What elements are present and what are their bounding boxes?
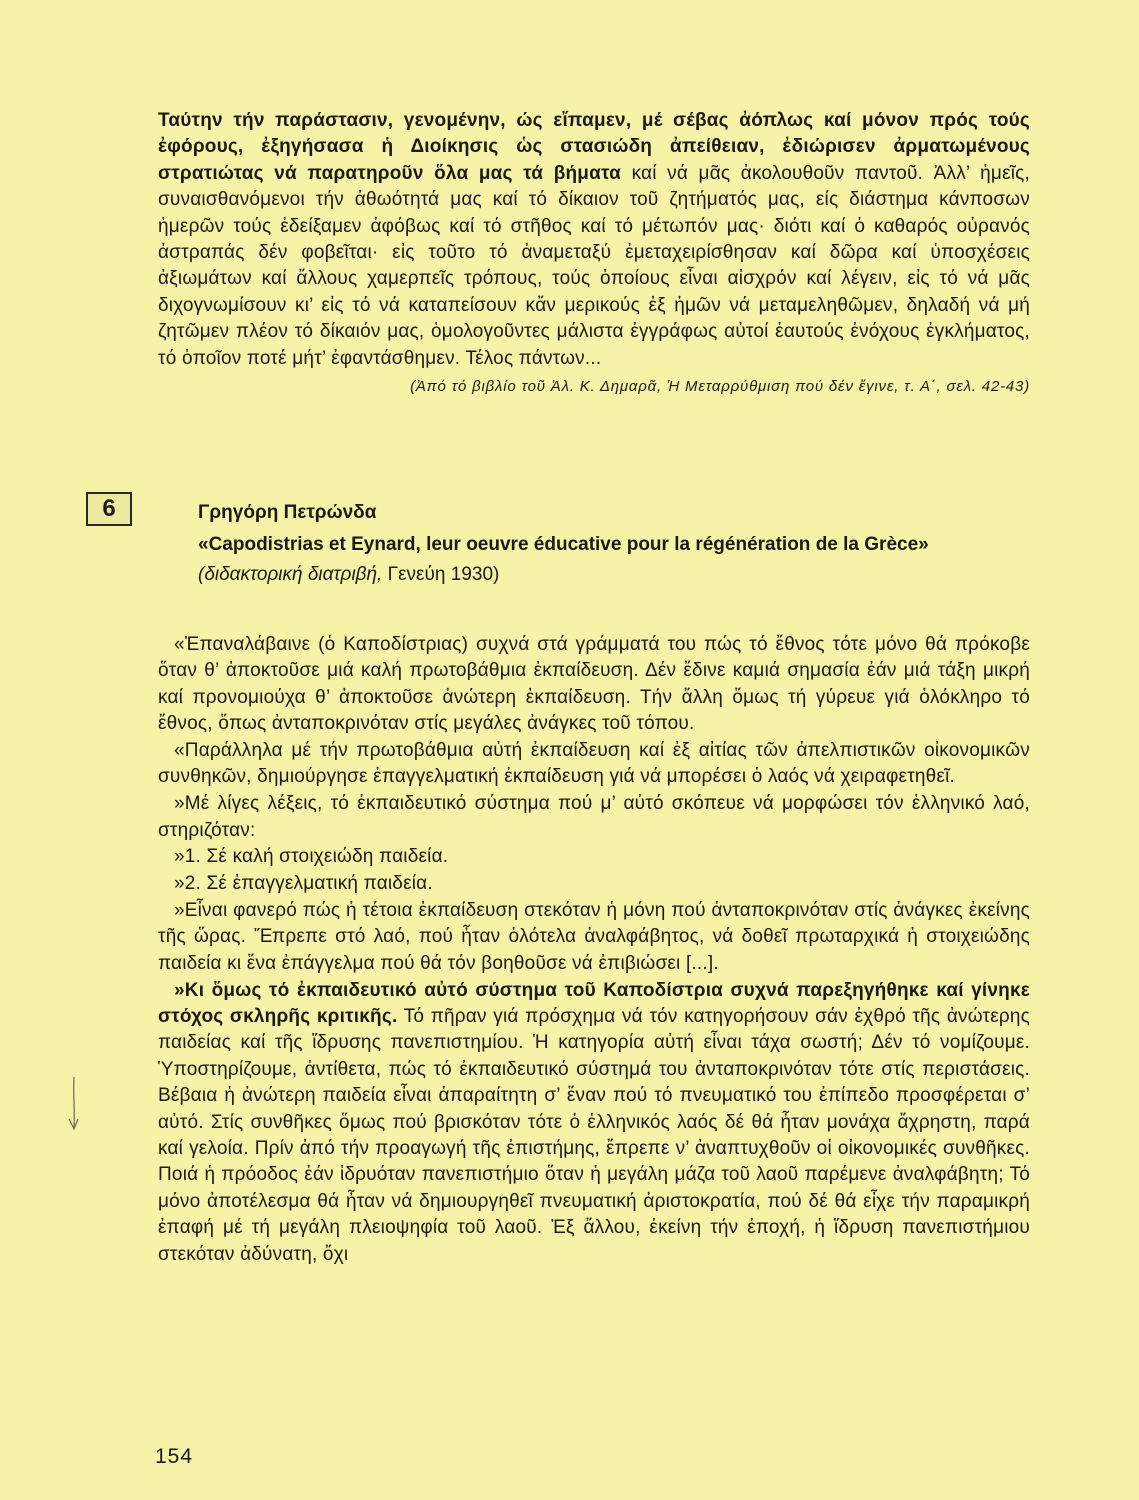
- body-list-item-2: »2. Σέ ἐπαγγελματική παιδεία.: [174, 873, 433, 895]
- body-paragraph-6: »Εἶναι φανερό πώς ἡ τέτοια ἐκπαίδευση στεκόταν ἡ μόνη πού ἀνταποκρινόταν στίς ἀνάγκες ἐκείνης τῆς ὥρας. Ἔπρεπε στό λαό, πού ἦταν ὁλότελα ἀναλφάβητος, νά δοθεῖ πρωταρχικά ἡ στοιχειώδης παιδεία κι ἕνα ἐπάγγελμα πού θά τόν βοηθοῦσε νά ἐπιβιώσει [...].: [158, 900, 1030, 974]
- subtitle-regular: Γενεύη 1930): [382, 564, 500, 585]
- body-paragraph-7: [158, 978, 1030, 1268]
- intro-source-citation: (Ἀπό τό βιβλίο τοῦ Ἀλ. Κ. Δημαρᾶ, Ἡ Μεταρρύθμιση πού δέν ἔγινε, τ. Α΄, σελ. 42-43): [410, 378, 1030, 396]
- section-header: [198, 500, 1034, 589]
- body-text: [158, 632, 1030, 1268]
- intro-bold-text: Ταύτην τήν παράστασιν, γενομένην, ώς εἴπαμεν, μέ σέβας ἀόπλως καί μόνον πρός τούς ἐφόρους, ἐξηγήσασα ἡ Διοίκησις ὡς στασιώδη ἀπείθειαν, ἐδιώρισεν ἀρματωμένους στρατιώτας νά παρατηροῦν ὅλα μας τά βήματα: [158, 110, 1030, 184]
- subtitle-italic: (διδακτορική διατριβή,: [198, 564, 383, 585]
- section-title: «Capodistrias et Eynard, leur oeuvre éducative pour la régénération de la Grèce»: [198, 534, 929, 555]
- intro-paragraph: [158, 108, 1030, 372]
- body-paragraph-7-regular: Τό πῆραν γιά πρόσχημα νά τόν κατηγορήσουν σάν ἐχθρό τῆς ἀνώτερης παιδείας καί τῆς ἵδρυσης πανεπιστημίου. Ἡ κατηγορία αὐτή εἶναι τάχα σωστή; Δέν τό νομίζουμε. Ὑποστηρίζουμε, ἀντίθετα, πώς τό ἐκπαιδευτικό σύστημά του ἀνταποκρινόταν τότε στίς περιστάσεις. Βέβαια ἡ ἀνώτερη παιδεία εἶναι ἀπαραίτητη σ’ ἕναν πού τό πνευματικό του ἐπίπεδο προσφέρεται σ’ αὐτό. Στίς συνθῆκες ὅμως πού βρισκόταν τότε ὁ ἑλληνικός λαός δέ θά ἦταν μονάχα ἄχρηστη, παρά καί γελοία. Πρίν ἀπό τήν προαγωγή τῆς ἐπιστήμης, ἔπρεπε ν’ ἀναπτυχθοῦν οἱ οἰκονομικές συνθῆκες. Ποιά ἡ πρόοδος ἐάν ἱδρυόταν πανεπιστήμιο ὅταν ἡ μεγάλη μάζα τοῦ λαοῦ παρέμενε ἀναλφάβητη; Τό μόνο ἀποτέλεσμα θά ἦταν νά δημιουργηθεῖ πνευματική ἀριστοκρατία, πού δέ θά εἶχε τήν παραμικρή ἐπαφή μέ τή μεγάλη πλειοψηφία τοῦ λαοῦ. Ἐξ ἄλλου, ἐκείνη τήν ἐποχή, ἡ ἵδρυση πανεπιστήμιου στεκόταν ἀδύνατη, ὄχι: [158, 1006, 1030, 1265]
- intro-passage: [158, 108, 1030, 398]
- intro-regular-text: καί νά μᾶς ἀκολουθοῦν παντοῦ. Ἀλλ’ ἡμεῖς, συναισθανόμενοι τήν ἀθωότητά μας καί τό δίκαιον τοῦ ζητήματός μας, είς διάστημα κάνποσων ἡμερῶν τούς ἐδείξαμεν ἀφόβως καί τό στῆθος καί τό μέτωπόν μας· διότι καί ὁ καθαρός οὐρανός ἀστραπάς δέν φοβεῖται· εἰς τοῦτο τό ἀναμεταξύ ἐμεταχειρίσθησαν καί δῶρα καί ὑποσχέσεις ἀξιωμάτων καί ἄλλους χαμερπεῖς τρόπους, τούς ὁποίους εἶναι αἰσχρόν καί λέγειν, εἰς τό νά μᾶς διχογνωμίσουν κι’ εἰς τό νά καταπείσουν κἄν μερικούς ἐξ ἡμῶν νά μεταμεληθῶμεν, δηλαδή νά μή ζητῶμεν πλέον τό δίκαιόν μας, ὁμολογοῦντες μάλιστα ἐγγράφως αὐτοί ἑαυτούς ἐνόχους ἐγκλήματος, τό ὁποῖον ποτέ μήτ’ ἐφαντάσθημεν. Τέλος πάντων...: [158, 162, 1030, 369]
- body-paragraph-7-bold: »Κι ὅμως τό ἐκπαιδευτικό αὐτό σύστημα τοῦ Καποδίστρια συχνά παρεξηγήθηκε καί γίνηκε στόχος σκληρῆς κριτικῆς.: [158, 979, 1030, 1028]
- body-paragraph-1: «Ἐπαναλάβαινε (ὁ Καποδίστριας) συχνά στά γράμματά του πώς τό ἔθνος τότε μόνο θά πρόκοβε ὅταν θ’ ἀποκτοῦσε μιά καλή πρωτοβάθμια ἐκπαίδευση. Δέν ἔδινε καμιά σημασία ἐάν μιά τάξη μικρή καί προνομιούχα θ’ ἀποκτοῦσε ἀνώτερη ἐκπαίδευση. Τήν ἄλλη ὅμως τή γύρευε γιά ὁλόκληρο τό ἔθνος, ὅπως ἀνταποκρινόταν στίς μεγάλες ἀνάγκες τοῦ τόπου.: [158, 634, 1030, 735]
- body-paragraph-3: »Μέ λίγες λέξεις, τό ἐκπαιδευτικό σύστημα πού μ’ αὐτό σκόπευε νά μορφώσει τόν ἑλληνικό λαό, στηριζόταν:: [158, 793, 1030, 841]
- section-subtitle: [198, 561, 1034, 589]
- body-paragraph-2: «Παράλληλα μέ τήν πρωτοβάθμια αὐτή ἐκπαίδευση καί ἐξ αἰτίας τῶν ἀπελπιστικῶν οἰκονομικῶν συνθηκῶν, δημιούργησε ἐπαγγελματική ἐκπαίδευση γιά νά μπορέσει ὁ λαός νά χειραφετηθεῖ.: [158, 740, 1030, 788]
- section-author: Γρηγόρη Πετρώνδα: [198, 502, 377, 523]
- page-number: 154: [155, 1445, 194, 1468]
- section-number-badge: 6: [86, 492, 132, 526]
- pencil-margin-mark: [64, 1075, 84, 1135]
- body-list-item-1: »1. Σέ καλή στοιχειώδη παιδεία.: [174, 846, 449, 868]
